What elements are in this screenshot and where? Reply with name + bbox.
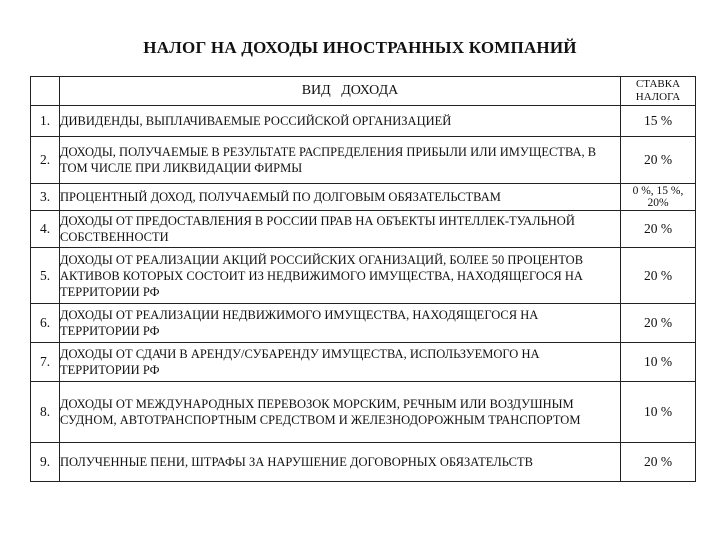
income-tax-table xyxy=(30,76,696,482)
header-num-cell xyxy=(31,77,60,106)
header-rate-cell xyxy=(621,77,696,106)
header-type-cell xyxy=(60,77,621,106)
income-type: ПОЛУЧЕННЫЕ ПЕНИ, ШТРАФЫ ЗА НАРУШЕНИЕ ДОГОВОРНЫХ ОБЯЗАТЕЛЬСТВ xyxy=(60,443,621,482)
page-title: НАЛОГ НА ДОХОДЫ ИНОСТРАННЫХ КОМПАНИЙ xyxy=(143,38,577,57)
income-type: ДИВИДЕНДЫ, ВЫПЛАЧИВАЕМЫЕ РОССИЙСКОЙ ОРГАНИЗАЦИЕЙ xyxy=(60,106,621,137)
row-number: 4. xyxy=(31,211,60,248)
table-row xyxy=(31,248,696,304)
income-type: ДОХОДЫ, ПОЛУЧАЕМЫЕ В РЕЗУЛЬТАТЕ РАСПРЕДЕЛЕНИЯ ПРИБЫЛИ ИЛИ ИМУЩЕСТВА, В ТОМ ЧИСЛЕ ПРИ ЛИКВИДАЦИИ ФИРМЫ xyxy=(60,137,621,184)
table-row xyxy=(31,106,696,137)
row-number: 7. xyxy=(31,343,60,382)
tax-rate: 20 % xyxy=(621,211,696,248)
table-row xyxy=(31,184,696,211)
tax-rate: 10 % xyxy=(621,343,696,382)
tax-rate: 20 % xyxy=(621,137,696,184)
table-row xyxy=(31,304,696,343)
header-rate-label-line2: НАЛОГА xyxy=(635,91,681,103)
table-row xyxy=(31,137,696,184)
income-type: ДОХОДЫ ОТ ПРЕДОСТАВЛЕНИЯ В РОССИИ ПРАВ НА ОБЪЕКТЫ ИНТЕЛЛЕК-ТУАЛЬНОЙ СОБСТВЕННОСТИ xyxy=(60,211,621,248)
tax-rate: 20 % xyxy=(621,443,696,482)
table-row xyxy=(31,343,696,382)
tax-rate: 0 %, 15 %, 20% xyxy=(621,184,696,211)
tax-rate: 20 % xyxy=(621,248,696,304)
row-number: 6. xyxy=(31,304,60,343)
row-number: 8. xyxy=(31,382,60,443)
row-number: 3. xyxy=(31,184,60,211)
row-number: 1. xyxy=(31,106,60,137)
row-number: 5. xyxy=(31,248,60,304)
header-type-label: ВИД ДОХОДА xyxy=(301,83,399,98)
row-number: 2. xyxy=(31,137,60,184)
income-type: ДОХОДЫ ОТ МЕЖДУНАРОДНЫХ ПЕРЕВОЗОК МОРСКИМ, РЕЧНЫМ ИЛИ ВОЗДУШНЫМ СУДНОМ, АВТОТРАНСПОРТНЫМ СРЕДСТВОМ И ЖЕЛЕЗНОДОРОЖНЫМ ТРАНСПОРТОМ xyxy=(60,382,621,443)
income-type: ДОХОДЫ ОТ РЕАЛИЗАЦИИ НЕДВИЖИМОГО ИМУЩЕСТВА, НАХОДЯЩЕГОСЯ НА ТЕРРИТОРИИ РФ xyxy=(60,304,621,343)
header-rate-label-line1: СТАВКА xyxy=(635,78,681,90)
tax-rate: 10 % xyxy=(621,382,696,443)
table-row xyxy=(31,211,696,248)
table-row xyxy=(31,382,696,443)
income-type: ДОХОДЫ ОТ РЕАЛИЗАЦИИ АКЦИЙ РОССИЙСКИХ ОГАНИЗАЦИЙ, БОЛЕЕ 50 ПРОЦЕНТОВ АКТИВОВ КОТОРЫХ СОСТОИТ ИЗ НЕДВИЖИМОГО ИМУЩЕСТВА, НАХОДЯЩЕГОСЯ НА ТЕРРИТОРИИ РФ xyxy=(60,248,621,304)
table-row xyxy=(31,443,696,482)
income-type: ДОХОДЫ ОТ СДАЧИ В АРЕНДУ/СУБАРЕНДУ ИМУЩЕСТВА, ИСПОЛЬЗУЕМОГО НА ТЕРРИТОРИИ РФ xyxy=(60,343,621,382)
income-type: ПРОЦЕНТНЫЙ ДОХОД, ПОЛУЧАЕМЫЙ ПО ДОЛГОВЫМ ОБЯЗАТЕЛЬСТВАМ xyxy=(60,184,621,211)
tax-rate: 20 % xyxy=(621,304,696,343)
table-header-row xyxy=(31,77,696,106)
row-number: 9. xyxy=(31,443,60,482)
tax-rate: 15 % xyxy=(621,106,696,137)
